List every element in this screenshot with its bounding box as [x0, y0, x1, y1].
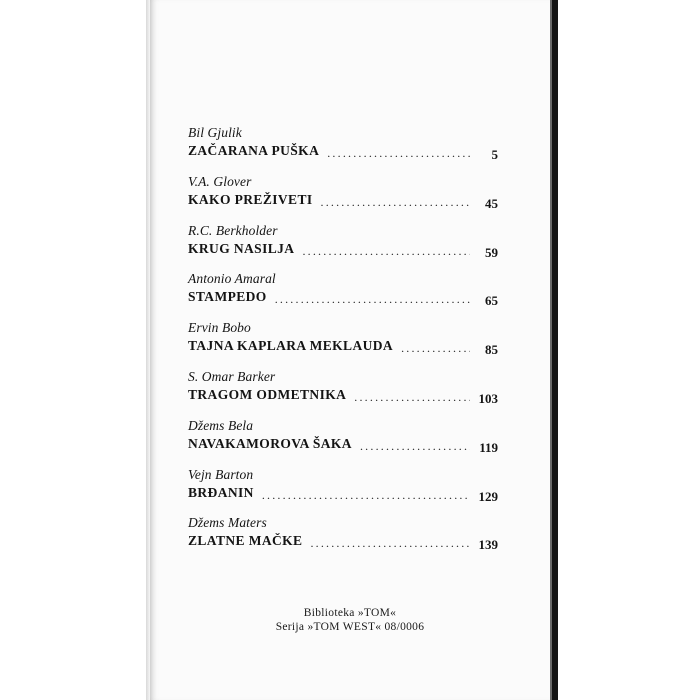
toc-page-number: 129	[478, 488, 498, 504]
toc-author: Džems Bela	[188, 417, 254, 433]
toc-page-number: 65	[485, 293, 498, 309]
toc-leader-dots	[262, 486, 470, 503]
toc-line	[188, 239, 498, 258]
toc-line	[188, 434, 498, 453]
toc-entry	[188, 124, 498, 173]
library-name: Biblioteka »TOM«	[303, 607, 397, 619]
toc-author: V.A. Glover	[188, 173, 252, 189]
toc-title: BRĐANIN	[188, 484, 254, 500]
toc-line	[188, 287, 498, 309]
toc-leader-dots	[401, 339, 470, 356]
toc-entry	[188, 368, 498, 417]
toc-line	[188, 336, 498, 358]
toc-author: Vejn Barton	[188, 466, 254, 482]
toc-leader-dots	[360, 437, 470, 454]
toc-author: R.C. Berkholder	[188, 222, 278, 238]
toc-leader-dots	[354, 388, 470, 405]
toc-title: ZAČARANA PUŠKA	[188, 143, 320, 158]
toc-leader-dots	[302, 242, 470, 259]
toc-title: TRAGOM ODMETNIKA	[188, 386, 347, 402]
table-of-contents	[188, 124, 498, 563]
toc-line	[188, 141, 498, 160]
toc-entry	[188, 319, 498, 368]
series-imprint	[150, 606, 550, 634]
toc-line	[188, 531, 498, 553]
toc-author: Ervin Bobo	[188, 320, 251, 336]
toc-entry	[188, 173, 498, 222]
toc-page-number: 85	[485, 342, 498, 358]
series-name: Serija »TOM WEST« 08/0006	[275, 621, 425, 633]
toc-entry	[188, 222, 498, 271]
toc-leader-dots	[327, 144, 470, 161]
toc-leader-dots	[310, 534, 470, 551]
toc-leader-dots	[321, 193, 471, 210]
toc-author: Antonio Amaral	[188, 271, 276, 287]
left-margin	[0, 0, 150, 700]
toc-entry	[188, 466, 498, 515]
book-cover-edge	[550, 0, 558, 700]
toc-page-number: 45	[485, 195, 498, 211]
toc-page-number: 103	[478, 390, 498, 406]
toc-author: S. Omar Barker	[188, 368, 276, 384]
toc-entry	[188, 270, 498, 319]
toc-page-number: 59	[485, 244, 498, 260]
toc-title: KAKO PREŽIVETI	[188, 191, 313, 207]
toc-title: STAMPEDO	[188, 289, 267, 305]
toc-line	[188, 483, 498, 502]
toc-author: Džems Maters	[188, 515, 267, 531]
toc-line	[188, 385, 498, 404]
toc-page-number: 119	[479, 439, 498, 455]
toc-title: TAJNA KAPLARA MEKLAUDA	[188, 338, 394, 354]
toc-page-number: 139	[478, 537, 498, 553]
toc-entry	[188, 514, 498, 563]
toc-title: NAVAKAMOROVA ŠAKA	[188, 435, 352, 451]
toc-line	[188, 190, 498, 209]
toc-page-number: 5	[491, 147, 498, 162]
toc-title: ZLATNE MAČKE	[188, 533, 303, 549]
toc-title: KRUG NASILJA	[188, 240, 295, 256]
toc-entry	[188, 417, 498, 466]
toc-leader-dots	[275, 290, 470, 307]
right-margin	[558, 0, 700, 700]
toc-author: Bil Gjulik	[188, 125, 242, 140]
